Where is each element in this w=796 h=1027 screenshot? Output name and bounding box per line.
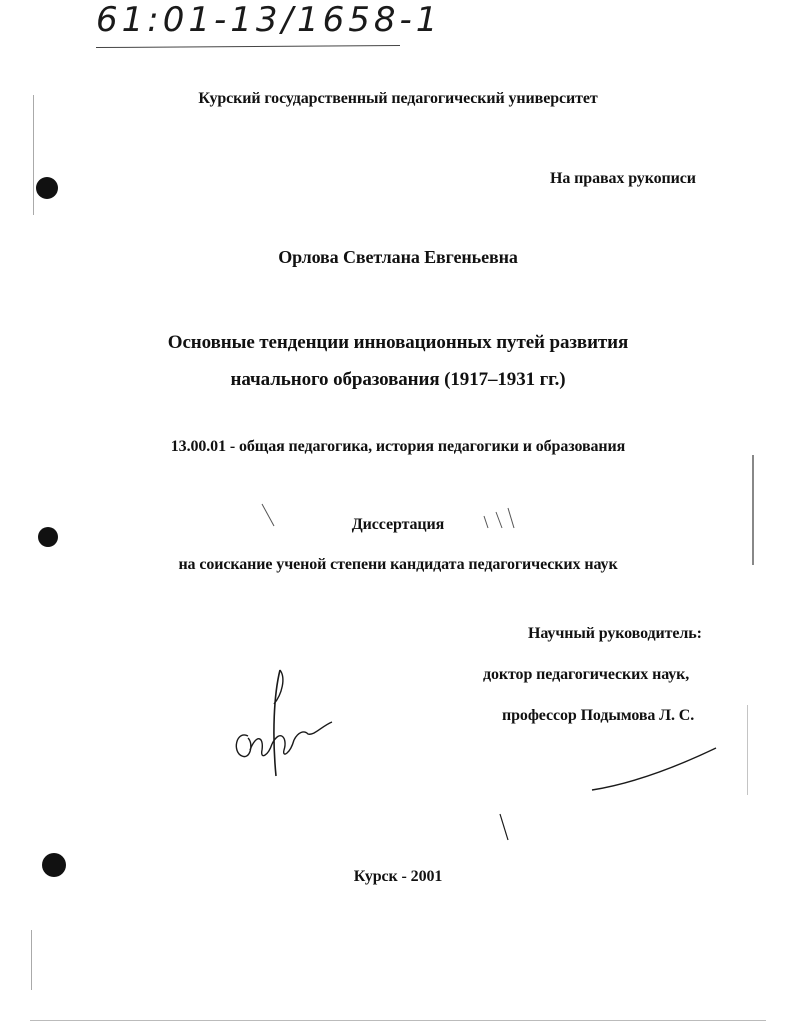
scan-edge-left [33, 95, 34, 215]
title-line-2: начального образования (1917–1931 гг.) [230, 369, 566, 390]
advisor-name: профессор Подымова Л. С. [502, 707, 695, 724]
author-name: Орлова Светлана Евгеньевна [278, 247, 518, 267]
signature-stroke [590, 740, 720, 800]
title-line-1: Основные тенденции инновационных путей развития [167, 332, 629, 353]
university-name: Курский государственный педагогический университет [198, 90, 598, 107]
archive-code-underline [96, 45, 400, 48]
document-type: Диссертация [351, 516, 445, 533]
advisor-heading: Научный руководитель: [528, 625, 702, 642]
author-signature [228, 664, 338, 784]
advisor-degree: доктор педагогических наук, [483, 666, 690, 683]
punch-hole-top [36, 177, 58, 199]
faint-marks [258, 498, 558, 532]
scan-edge-right-bottom [747, 705, 748, 795]
manuscript-note: На правах рукописи [550, 170, 696, 187]
degree-line: на соискание ученой степени кандидата педагогических наук [178, 556, 618, 573]
scan-bottom-edge [30, 1020, 766, 1021]
scan-edge-right [752, 455, 754, 565]
specialty-code: 13.00.01 - общая педагогика, история педагогики и образования [170, 438, 626, 455]
scan-edge-left-lower [31, 930, 32, 990]
city-year: Курск - 2001 [353, 868, 443, 885]
pen-mark [498, 812, 512, 842]
archive-code: 61:01-13/1658-1 [96, 0, 442, 40]
